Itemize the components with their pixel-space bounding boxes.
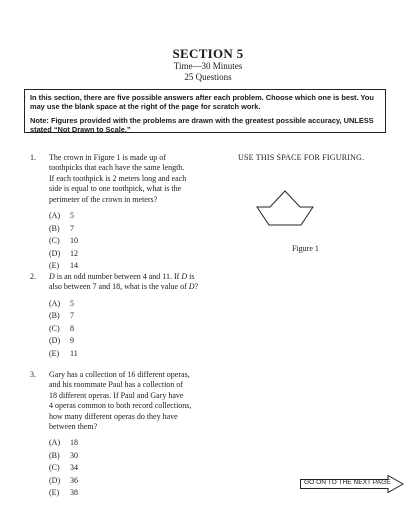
choice-label: (E) [49, 261, 60, 271]
question-line: how many different operas do they have [49, 411, 178, 421]
go-on-next-page [300, 475, 404, 493]
figure-caption: Figure 1 [292, 244, 319, 253]
instructions-note: Note: Figures provided with the problems are drawn with the greatest possible accuracy, UNLESS stated “Not Drawn to Scale.” [30, 115, 374, 134]
answer-choice[interactable] [49, 475, 235, 488]
choice-value: 12 [70, 248, 78, 258]
question-line: toothpicks that each have the same length. [49, 163, 185, 173]
choice-label: (A) [49, 298, 61, 308]
question-line: 4 operas common to both record collections, [49, 401, 192, 411]
question-3 [30, 370, 235, 500]
choice-value: 9 [70, 336, 74, 346]
question-line: If each toothpick is 2 meters long and each [49, 173, 187, 183]
answer-choice[interactable] [49, 323, 235, 336]
go-on-label: GO ON TO THE NEXT PAGE [304, 479, 391, 486]
question-line: side is equal to one toothpick, what is the [49, 184, 182, 194]
question-line: and his roommate Paul has a collection of [49, 380, 183, 390]
question-1 [30, 153, 235, 273]
instructions-box [24, 89, 386, 133]
choice-label: (A) [49, 438, 61, 448]
answer-choice[interactable] [49, 260, 235, 273]
question-number: 1. [30, 153, 36, 162]
choice-label: (D) [49, 336, 61, 346]
choice-label: (D) [49, 475, 61, 485]
choice-label: (C) [49, 463, 60, 473]
question-line: between them? [49, 422, 98, 432]
choice-label: (C) [49, 236, 60, 246]
question-number: 3. [30, 370, 36, 379]
answer-choice[interactable] [49, 310, 235, 323]
choice-value: 30 [70, 450, 78, 460]
question-text [49, 272, 235, 293]
section-question-count: 25 Questions [184, 71, 232, 82]
answer-choice[interactable] [49, 298, 235, 311]
question-line: The crown in Figure 1 is made up of [49, 153, 166, 162]
choice-label: (B) [49, 450, 60, 460]
choice-value: 36 [70, 475, 78, 485]
choice-value: 38 [70, 488, 78, 498]
crown-outline [257, 191, 313, 225]
choice-value: 7 [70, 311, 74, 321]
question-line: perimeter of the crown in meters? [49, 194, 158, 204]
scratch-space-label: USE THIS SPACE FOR FIGURING. [238, 153, 365, 162]
question-line: 18 different operas. If Paul and Gary have [49, 390, 184, 400]
choice-label: (E) [49, 488, 60, 498]
question-line: Gary has a collection of 16 different operas, [49, 370, 190, 379]
answer-choice[interactable] [49, 248, 235, 261]
answer-choices [49, 437, 235, 500]
answer-choice[interactable] [49, 450, 235, 463]
question-text [49, 153, 235, 205]
variable-d: D [188, 282, 195, 292]
answer-choice[interactable] [49, 335, 235, 348]
question-line: D is an odd number between 4 and 11. If D is [49, 272, 195, 281]
answer-choices [49, 210, 235, 273]
answer-choices [49, 298, 235, 361]
variable-d: D [49, 272, 55, 281]
choice-label: (E) [49, 348, 60, 358]
choice-label: (A) [49, 211, 61, 221]
choice-value: 8 [70, 323, 74, 333]
answer-choice[interactable] [49, 348, 235, 361]
choice-label: (C) [49, 323, 60, 333]
crown-figure [245, 188, 325, 244]
answer-choice[interactable] [49, 487, 235, 500]
question-line: also between 7 and 18, what is the value of D? [49, 282, 199, 292]
choice-value: 10 [70, 236, 78, 246]
question-number: 2. [30, 272, 36, 281]
choice-label: (D) [49, 248, 61, 258]
choice-value: 18 [70, 438, 78, 448]
answer-choice[interactable] [49, 462, 235, 475]
question-2 [30, 272, 235, 360]
choice-value: 7 [70, 223, 74, 233]
section-header [0, 46, 416, 82]
answer-choice[interactable] [49, 235, 235, 248]
choice-label: (B) [49, 223, 60, 233]
answer-choice[interactable] [49, 210, 235, 223]
choice-value: 34 [70, 463, 78, 473]
variable-d: D [181, 272, 188, 281]
section-time: Time—30 Minutes [173, 61, 243, 71]
question-text [49, 370, 235, 432]
instructions-text: In this section, there are five possible answers after each problem. Choose which one is best. You may use the blank space at the right of the page for scratch work. [30, 93, 374, 112]
section-title: SECTION 5 [172, 46, 244, 61]
answer-choice[interactable] [49, 437, 235, 450]
choice-value: 14 [70, 261, 78, 271]
choice-value: 5 [70, 298, 74, 308]
choice-value: 5 [70, 211, 74, 221]
answer-choice[interactable] [49, 223, 235, 236]
choice-value: 11 [70, 348, 78, 358]
choice-label: (B) [49, 311, 60, 321]
